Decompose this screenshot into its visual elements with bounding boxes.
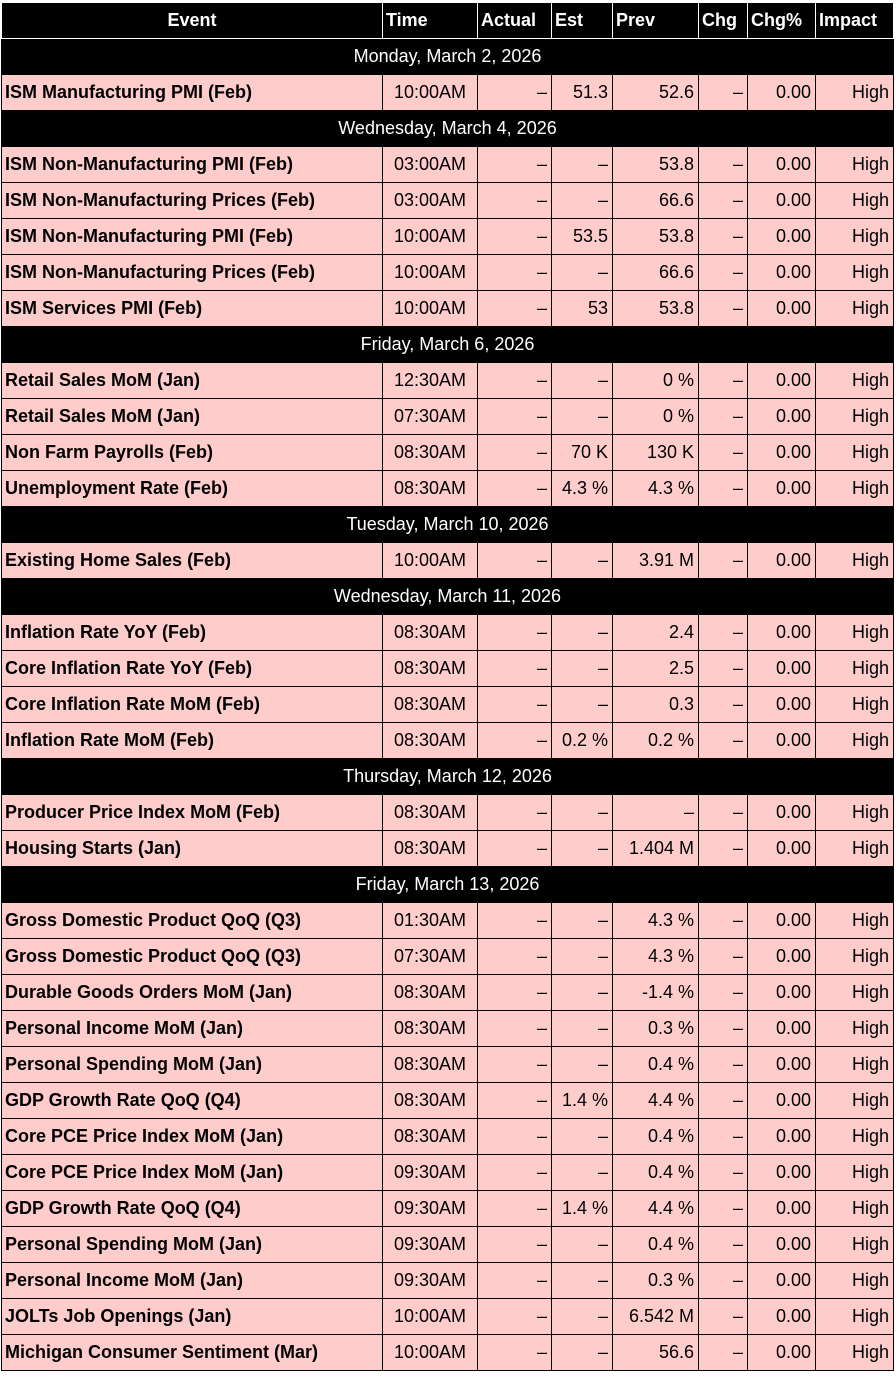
chg-pct-value: 0.00 (748, 795, 816, 831)
table-row[interactable] (2, 1083, 894, 1119)
table-row[interactable] (2, 1191, 894, 1227)
est-value: 4.3 % (552, 471, 613, 507)
header-actual[interactable]: Actual (478, 3, 552, 39)
chg-value: – (699, 1011, 748, 1047)
chg-pct-value: 0.00 (748, 147, 816, 183)
table-row[interactable] (2, 1119, 894, 1155)
impact-value: High (816, 1083, 894, 1119)
event-name: Retail Sales MoM (Jan) (2, 399, 383, 435)
chg-value: – (699, 1119, 748, 1155)
event-name: Personal Income MoM (Jan) (2, 1263, 383, 1299)
header-time[interactable]: Time (383, 3, 478, 39)
impact-value: High (816, 687, 894, 723)
table-row[interactable] (2, 651, 894, 687)
table-row[interactable] (2, 1047, 894, 1083)
chg-value: – (699, 1155, 748, 1191)
impact-value: High (816, 723, 894, 759)
prev-value: 66.6 (613, 255, 699, 291)
event-time: 12:30AM (383, 363, 478, 399)
event-name: ISM Manufacturing PMI (Feb) (2, 75, 383, 111)
event-time: 08:30AM (383, 615, 478, 651)
chg-value: – (699, 543, 748, 579)
prev-value: 4.3 % (613, 903, 699, 939)
est-value: 1.4 % (552, 1083, 613, 1119)
event-name: ISM Non-Manufacturing Prices (Feb) (2, 255, 383, 291)
impact-value: High (816, 1263, 894, 1299)
chg-pct-value: 0.00 (748, 363, 816, 399)
header-row (2, 3, 894, 39)
impact-value: High (816, 1119, 894, 1155)
impact-value: High (816, 1191, 894, 1227)
impact-value: High (816, 219, 894, 255)
actual-value: – (478, 219, 552, 255)
est-value: – (552, 651, 613, 687)
est-value: 0.2 % (552, 723, 613, 759)
chg-value: – (699, 75, 748, 111)
header-impact[interactable]: Impact (816, 3, 894, 39)
prev-value: 0 % (613, 399, 699, 435)
chg-value: – (699, 1335, 748, 1371)
table-row[interactable] (2, 687, 894, 723)
actual-value: – (478, 1299, 552, 1335)
event-name: Non Farm Payrolls (Feb) (2, 435, 383, 471)
event-time: 08:30AM (383, 831, 478, 867)
impact-value: High (816, 255, 894, 291)
event-time: 10:00AM (383, 543, 478, 579)
est-value: – (552, 1299, 613, 1335)
table-row[interactable] (2, 723, 894, 759)
prev-value: 0.3 (613, 687, 699, 723)
table-row[interactable] (2, 795, 894, 831)
table-row[interactable] (2, 399, 894, 435)
chg-pct-value: 0.00 (748, 183, 816, 219)
event-time: 01:30AM (383, 903, 478, 939)
actual-value: – (478, 255, 552, 291)
date-heading: Wednesday, March 4, 2026 (2, 111, 894, 147)
impact-value: High (816, 651, 894, 687)
table-row[interactable] (2, 291, 894, 327)
table-row[interactable] (2, 939, 894, 975)
est-value: 70 K (552, 435, 613, 471)
prev-value: 130 K (613, 435, 699, 471)
chg-value: – (699, 975, 748, 1011)
event-time: 10:00AM (383, 219, 478, 255)
header-chg-pct[interactable]: Chg% (748, 3, 816, 39)
impact-value: High (816, 363, 894, 399)
chg-pct-value: 0.00 (748, 1227, 816, 1263)
table-row[interactable] (2, 147, 894, 183)
actual-value: – (478, 903, 552, 939)
chg-pct-value: 0.00 (748, 687, 816, 723)
prev-value: 0.3 % (613, 1263, 699, 1299)
event-time: 03:00AM (383, 147, 478, 183)
chg-pct-value: 0.00 (748, 831, 816, 867)
event-name: ISM Non-Manufacturing Prices (Feb) (2, 183, 383, 219)
event-name: Durable Goods Orders MoM (Jan) (2, 975, 383, 1011)
event-time: 08:30AM (383, 687, 478, 723)
actual-value: – (478, 435, 552, 471)
table-row[interactable] (2, 255, 894, 291)
impact-value: High (816, 975, 894, 1011)
chg-pct-value: 0.00 (748, 291, 816, 327)
event-name: Core Inflation Rate MoM (Feb) (2, 687, 383, 723)
est-value: – (552, 147, 613, 183)
chg-pct-value: 0.00 (748, 975, 816, 1011)
table-row[interactable] (2, 1335, 894, 1371)
event-name: Inflation Rate YoY (Feb) (2, 615, 383, 651)
event-name: Personal Spending MoM (Jan) (2, 1227, 383, 1263)
event-time: 07:30AM (383, 939, 478, 975)
prev-value: 53.8 (613, 147, 699, 183)
chg-value: – (699, 1299, 748, 1335)
chg-value: – (699, 831, 748, 867)
actual-value: – (478, 615, 552, 651)
chg-value: – (699, 183, 748, 219)
actual-value: – (478, 1155, 552, 1191)
event-time: 08:30AM (383, 795, 478, 831)
date-group-row (2, 39, 894, 75)
chg-pct-value: 0.00 (748, 939, 816, 975)
event-time: 09:30AM (383, 1263, 478, 1299)
event-name: Unemployment Rate (Feb) (2, 471, 383, 507)
est-value: – (552, 687, 613, 723)
est-value: – (552, 1155, 613, 1191)
chg-pct-value: 0.00 (748, 903, 816, 939)
est-value: – (552, 1119, 613, 1155)
impact-value: High (816, 291, 894, 327)
table-row[interactable] (2, 615, 894, 651)
actual-value: – (478, 291, 552, 327)
date-group-row (2, 867, 894, 903)
event-time: 09:30AM (383, 1227, 478, 1263)
chg-pct-value: 0.00 (748, 1047, 816, 1083)
prev-value: 53.8 (613, 291, 699, 327)
table-row[interactable] (2, 1011, 894, 1047)
prev-value: 0.4 % (613, 1227, 699, 1263)
table-row[interactable] (2, 435, 894, 471)
chg-value: – (699, 939, 748, 975)
event-time: 08:30AM (383, 1083, 478, 1119)
table-row[interactable] (2, 975, 894, 1011)
est-value: 51.3 (552, 75, 613, 111)
est-value: – (552, 1263, 613, 1299)
prev-value: – (613, 795, 699, 831)
actual-value: – (478, 363, 552, 399)
impact-value: High (816, 615, 894, 651)
event-name: Personal Income MoM (Jan) (2, 1011, 383, 1047)
actual-value: – (478, 795, 552, 831)
chg-value: – (699, 903, 748, 939)
prev-value: 56.6 (613, 1335, 699, 1371)
actual-value: – (478, 75, 552, 111)
chg-pct-value: 0.00 (748, 75, 816, 111)
date-heading: Wednesday, March 11, 2026 (2, 579, 894, 615)
date-group-row (2, 111, 894, 147)
chg-value: – (699, 1263, 748, 1299)
chg-value: – (699, 1227, 748, 1263)
table-row[interactable] (2, 1263, 894, 1299)
table-body (2, 39, 894, 1371)
event-time: 09:30AM (383, 1155, 478, 1191)
chg-value: – (699, 255, 748, 291)
est-value: – (552, 795, 613, 831)
date-heading: Thursday, March 12, 2026 (2, 759, 894, 795)
actual-value: – (478, 183, 552, 219)
est-value: – (552, 1227, 613, 1263)
date-heading: Tuesday, March 10, 2026 (2, 507, 894, 543)
table-row[interactable] (2, 363, 894, 399)
impact-value: High (816, 435, 894, 471)
impact-value: High (816, 147, 894, 183)
est-value: – (552, 255, 613, 291)
event-name: Housing Starts (Jan) (2, 831, 383, 867)
impact-value: High (816, 1047, 894, 1083)
chg-value: – (699, 219, 748, 255)
economic-calendar-table (1, 2, 894, 1371)
impact-value: High (816, 1335, 894, 1371)
date-heading: Monday, March 2, 2026 (2, 39, 894, 75)
prev-value: 52.6 (613, 75, 699, 111)
event-time: 08:30AM (383, 651, 478, 687)
table-row[interactable] (2, 1155, 894, 1191)
table-row[interactable] (2, 471, 894, 507)
chg-pct-value: 0.00 (748, 651, 816, 687)
est-value: 53 (552, 291, 613, 327)
event-time: 03:00AM (383, 183, 478, 219)
chg-value: – (699, 471, 748, 507)
prev-value: 0 % (613, 363, 699, 399)
table-row[interactable] (2, 831, 894, 867)
actual-value: – (478, 723, 552, 759)
date-group-row (2, 579, 894, 615)
actual-value: – (478, 1227, 552, 1263)
chg-pct-value: 0.00 (748, 1299, 816, 1335)
event-name: Michigan Consumer Sentiment (Mar) (2, 1335, 383, 1371)
prev-value: 3.91 M (613, 543, 699, 579)
actual-value: – (478, 1263, 552, 1299)
est-value: – (552, 831, 613, 867)
actual-value: – (478, 1191, 552, 1227)
impact-value: High (816, 543, 894, 579)
event-time: 08:30AM (383, 1047, 478, 1083)
impact-value: High (816, 1011, 894, 1047)
prev-value: 53.8 (613, 219, 699, 255)
chg-pct-value: 0.00 (748, 255, 816, 291)
table-row[interactable] (2, 1299, 894, 1335)
chg-pct-value: 0.00 (748, 1263, 816, 1299)
prev-value: 4.3 % (613, 939, 699, 975)
chg-pct-value: 0.00 (748, 435, 816, 471)
chg-pct-value: 0.00 (748, 1119, 816, 1155)
event-name: Core PCE Price Index MoM (Jan) (2, 1119, 383, 1155)
chg-value: – (699, 399, 748, 435)
event-name: Retail Sales MoM (Jan) (2, 363, 383, 399)
prev-value: 0.4 % (613, 1119, 699, 1155)
actual-value: – (478, 651, 552, 687)
impact-value: High (816, 1227, 894, 1263)
prev-value: 1.404 M (613, 831, 699, 867)
date-heading: Friday, March 13, 2026 (2, 867, 894, 903)
chg-value: – (699, 363, 748, 399)
event-time: 10:00AM (383, 1335, 478, 1371)
event-name: ISM Non-Manufacturing PMI (Feb) (2, 219, 383, 255)
impact-value: High (816, 831, 894, 867)
chg-pct-value: 0.00 (748, 1011, 816, 1047)
est-value: – (552, 183, 613, 219)
chg-pct-value: 0.00 (748, 219, 816, 255)
est-value: – (552, 615, 613, 651)
prev-value: 0.4 % (613, 1047, 699, 1083)
table-row[interactable] (2, 183, 894, 219)
prev-value: 6.542 M (613, 1299, 699, 1335)
chg-pct-value: 0.00 (748, 1083, 816, 1119)
table-row[interactable] (2, 1227, 894, 1263)
est-value: – (552, 363, 613, 399)
chg-value: – (699, 615, 748, 651)
actual-value: – (478, 831, 552, 867)
header-est[interactable]: Est (552, 3, 613, 39)
impact-value: High (816, 795, 894, 831)
actual-value: – (478, 399, 552, 435)
actual-value: – (478, 1047, 552, 1083)
event-name: JOLTs Job Openings (Jan) (2, 1299, 383, 1335)
prev-value: 4.4 % (613, 1191, 699, 1227)
est-value: – (552, 939, 613, 975)
event-name: Producer Price Index MoM (Feb) (2, 795, 383, 831)
event-name: ISM Services PMI (Feb) (2, 291, 383, 327)
date-heading: Friday, March 6, 2026 (2, 327, 894, 363)
impact-value: High (816, 1299, 894, 1335)
event-time: 09:30AM (383, 1191, 478, 1227)
event-time: 07:30AM (383, 399, 478, 435)
est-value: – (552, 975, 613, 1011)
prev-value: 4.4 % (613, 1083, 699, 1119)
event-name: GDP Growth Rate QoQ (Q4) (2, 1083, 383, 1119)
event-time: 10:00AM (383, 255, 478, 291)
est-value: 53.5 (552, 219, 613, 255)
actual-value: – (478, 1335, 552, 1371)
impact-value: High (816, 1155, 894, 1191)
chg-pct-value: 0.00 (748, 1335, 816, 1371)
table-row[interactable] (2, 75, 894, 111)
est-value: 1.4 % (552, 1191, 613, 1227)
chg-pct-value: 0.00 (748, 723, 816, 759)
header-event[interactable]: Event (2, 3, 383, 39)
chg-value: – (699, 1047, 748, 1083)
event-name: ISM Non-Manufacturing PMI (Feb) (2, 147, 383, 183)
header-prev[interactable]: Prev (613, 3, 699, 39)
prev-value: 0.4 % (613, 1155, 699, 1191)
prev-value: 0.2 % (613, 723, 699, 759)
event-time: 08:30AM (383, 1119, 478, 1155)
event-name: Core PCE Price Index MoM (Jan) (2, 1155, 383, 1191)
event-name: Core Inflation Rate YoY (Feb) (2, 651, 383, 687)
chg-pct-value: 0.00 (748, 1191, 816, 1227)
event-name: GDP Growth Rate QoQ (Q4) (2, 1191, 383, 1227)
prev-value: 0.3 % (613, 1011, 699, 1047)
est-value: – (552, 1335, 613, 1371)
event-time: 08:30AM (383, 723, 478, 759)
event-time: 08:30AM (383, 471, 478, 507)
event-time: 10:00AM (383, 75, 478, 111)
date-group-row (2, 327, 894, 363)
table-row[interactable] (2, 543, 894, 579)
event-time: 08:30AM (383, 435, 478, 471)
event-time: 08:30AM (383, 1011, 478, 1047)
est-value: – (552, 1011, 613, 1047)
est-value: – (552, 399, 613, 435)
chg-pct-value: 0.00 (748, 399, 816, 435)
prev-value: 2.5 (613, 651, 699, 687)
impact-value: High (816, 75, 894, 111)
chg-value: – (699, 147, 748, 183)
event-name: Existing Home Sales (Feb) (2, 543, 383, 579)
chg-value: – (699, 291, 748, 327)
chg-value: – (699, 795, 748, 831)
prev-value: -1.4 % (613, 975, 699, 1011)
actual-value: – (478, 939, 552, 975)
event-name: Inflation Rate MoM (Feb) (2, 723, 383, 759)
event-time: 08:30AM (383, 975, 478, 1011)
chg-value: – (699, 1191, 748, 1227)
event-time: 10:00AM (383, 1299, 478, 1335)
actual-value: – (478, 1119, 552, 1155)
chg-value: – (699, 435, 748, 471)
est-value: – (552, 543, 613, 579)
table-row[interactable] (2, 219, 894, 255)
date-group-row (2, 507, 894, 543)
est-value: – (552, 903, 613, 939)
actual-value: – (478, 1011, 552, 1047)
date-group-row (2, 759, 894, 795)
prev-value: 4.3 % (613, 471, 699, 507)
event-name: Gross Domestic Product QoQ (Q3) (2, 939, 383, 975)
chg-value: – (699, 687, 748, 723)
chg-pct-value: 0.00 (748, 615, 816, 651)
impact-value: High (816, 939, 894, 975)
event-name: Gross Domestic Product QoQ (Q3) (2, 903, 383, 939)
prev-value: 66.6 (613, 183, 699, 219)
prev-value: 2.4 (613, 615, 699, 651)
table-row[interactable] (2, 903, 894, 939)
actual-value: – (478, 147, 552, 183)
impact-value: High (816, 183, 894, 219)
table-header (2, 3, 894, 39)
impact-value: High (816, 399, 894, 435)
event-time: 10:00AM (383, 291, 478, 327)
chg-value: – (699, 723, 748, 759)
chg-value: – (699, 1083, 748, 1119)
actual-value: – (478, 1083, 552, 1119)
est-value: – (552, 1047, 613, 1083)
actual-value: – (478, 975, 552, 1011)
event-name: Personal Spending MoM (Jan) (2, 1047, 383, 1083)
header-chg[interactable]: Chg (699, 3, 748, 39)
impact-value: High (816, 903, 894, 939)
chg-value: – (699, 651, 748, 687)
actual-value: – (478, 471, 552, 507)
actual-value: – (478, 543, 552, 579)
chg-pct-value: 0.00 (748, 543, 816, 579)
chg-pct-value: 0.00 (748, 471, 816, 507)
impact-value: High (816, 471, 894, 507)
actual-value: – (478, 687, 552, 723)
chg-pct-value: 0.00 (748, 1155, 816, 1191)
